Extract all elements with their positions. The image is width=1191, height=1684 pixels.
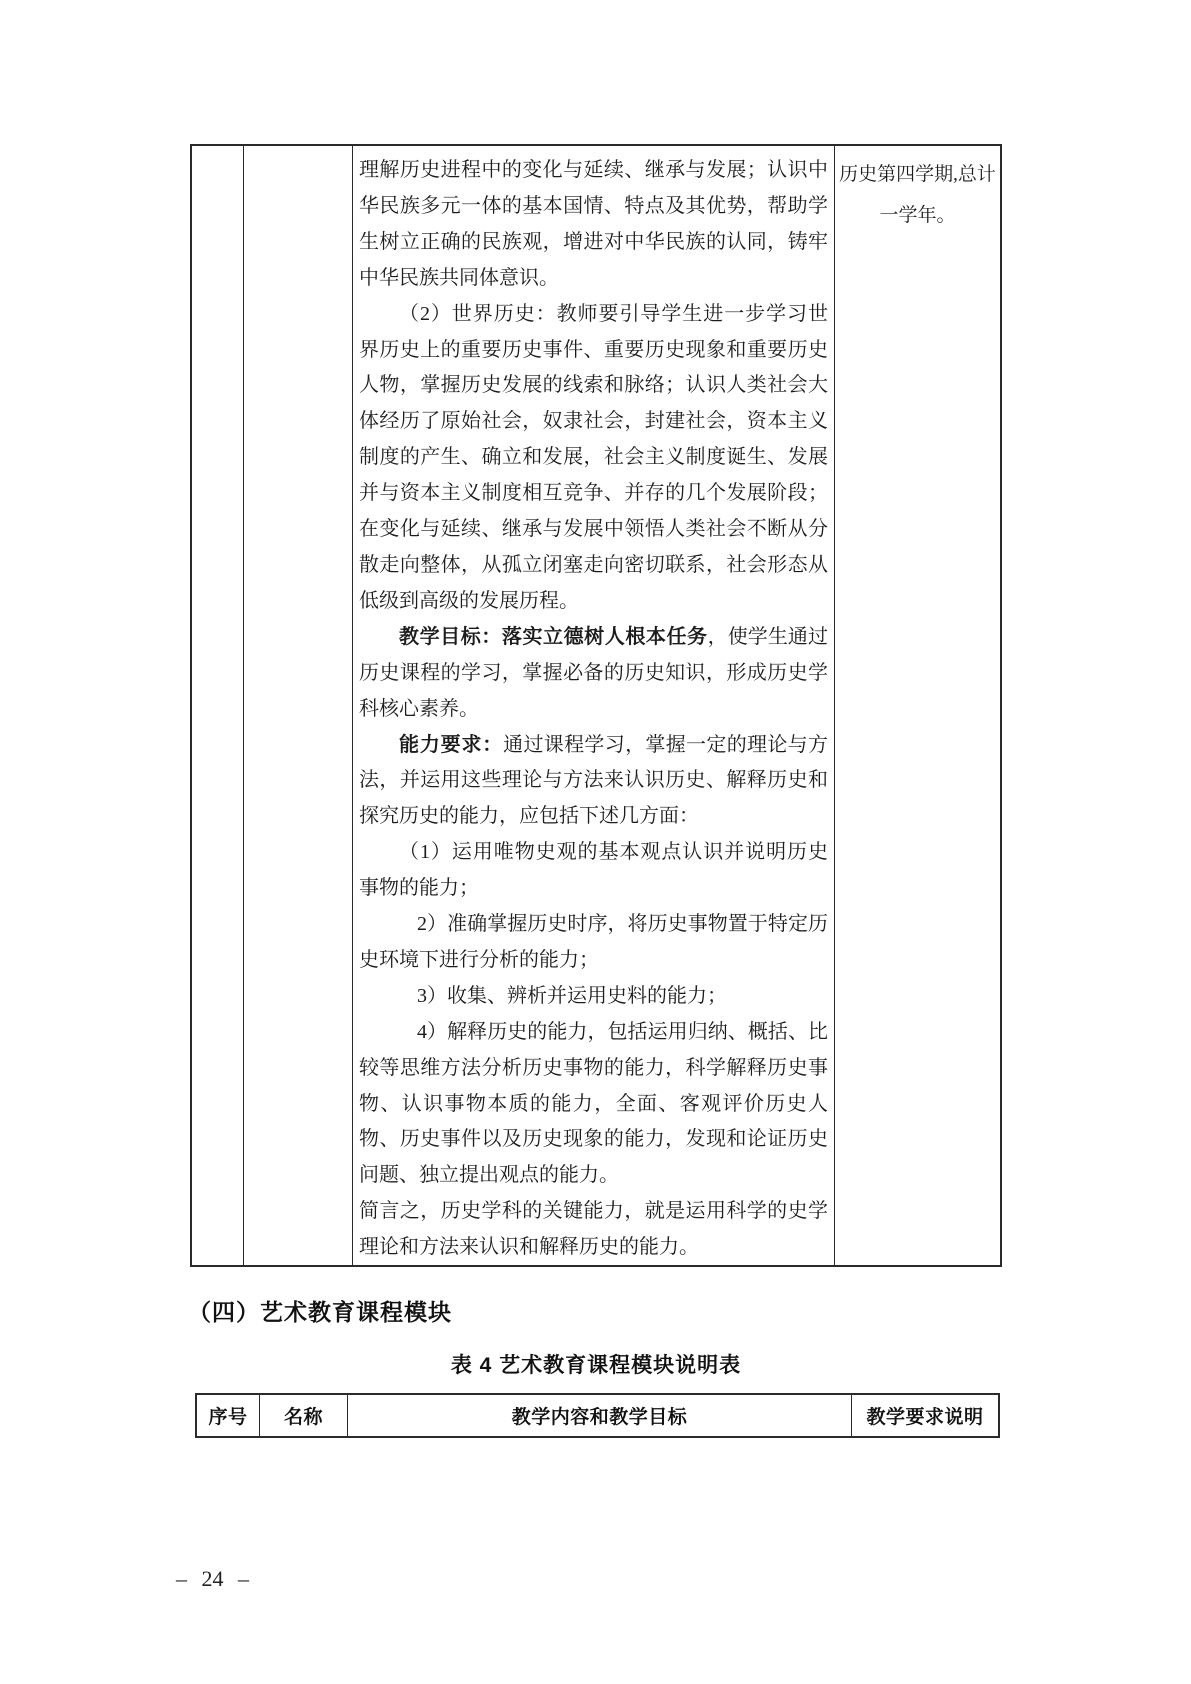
column-header-requirement: 教学要求说明 — [866, 1407, 984, 1428]
paragraph-teaching-goal — [359, 620, 828, 728]
page-number: – 24 – — [176, 1566, 249, 1591]
paragraph-ability-requirement — [359, 728, 828, 836]
paragraph-summary: 简言之，历史学科的关键能力，就是运用科学的史学理论和方法来认识和解释历史的能力。 — [359, 1200, 828, 1259]
ability-requirement-text: 通过课程学习，掌握一定的理论与方法，并运用这些理论与方法来认识历史、解释历史和探究历史的能力，应包括下述几方面： — [359, 733, 828, 828]
ability-requirement-lead: 能力要求： — [399, 733, 504, 756]
teaching-goal-lead: 教学目标：落实立德树人根本任务 — [399, 625, 708, 648]
column-header-content: 教学内容和教学目标 — [348, 1395, 852, 1436]
module-table-header-row — [195, 1393, 1000, 1438]
column-header-seq: 序号 — [197, 1395, 260, 1436]
paragraph-ability-item-2: 2）准确掌握历史时序，将历史事物置于特定历史环境下进行分析的能力； — [359, 913, 828, 971]
section-heading: （四）艺术教育课程模块 — [188, 1299, 452, 1325]
table-cell-teaching-content — [353, 146, 835, 1265]
table-caption: 表 4 艺术教育课程模块说明表 — [450, 1354, 742, 1377]
table-cell-seq-empty — [192, 146, 244, 1265]
column-header-name: 名称 — [260, 1395, 348, 1436]
paragraph-national-identity: 理解历史进程中的变化与延续、继承与发展；认识中华民族多元一体的基本国情、特点及其优势，帮助学生树立正确的民族观，增进对中华民族的认同，铸牢中华民族共同体意识。 — [359, 159, 828, 289]
teaching-goal-text: ，使学生通过历史课程的学习，掌握必备的历史知识，形成历史学科核心素养。 — [359, 625, 828, 720]
paragraph-world-history: （2）世界历史：教师要引导学生进一步学习世界历史上的重要历史事件、重要历史现象和重要历史人物，掌握历史发展的线索和脉络；认识人类社会大体经历了原始社会，奴隶社会，封建社会，资本主义制度的产生、确立和发展，社会主义制度诞生、发展并与资本主义制度相互竞争、并存的几个发展阶段；在变化与延续、继承与发展中领悟人类社会不断从分散走向整体，从孤立闭塞走向密切联系，社会形态从低级到高级的发展历程。 — [359, 302, 828, 612]
paragraph-ability-item-3: 3）收集、辨析并运用史料的能力； — [417, 984, 727, 1007]
paragraph-ability-item-4: 4）解释历史的能力，包括运用归纳、概括、比较等思维方法分析历史事物的能力，科学解释历史事物、认识事物本质的能力，全面、客观评价历史人物、历史事件以及历史现象的能力，发现和论证历史问题、独立提出观点的能力。 — [359, 1020, 828, 1187]
table-cell-name-empty — [244, 146, 353, 1265]
paragraph-ability-item-1: （1）运用唯物史观的基本观点认识并说明历史事物的能力； — [359, 841, 828, 900]
table-cell-teaching-requirement: 历史第四学期,总计一学年。 — [839, 164, 996, 226]
curriculum-table — [190, 144, 1002, 1267]
